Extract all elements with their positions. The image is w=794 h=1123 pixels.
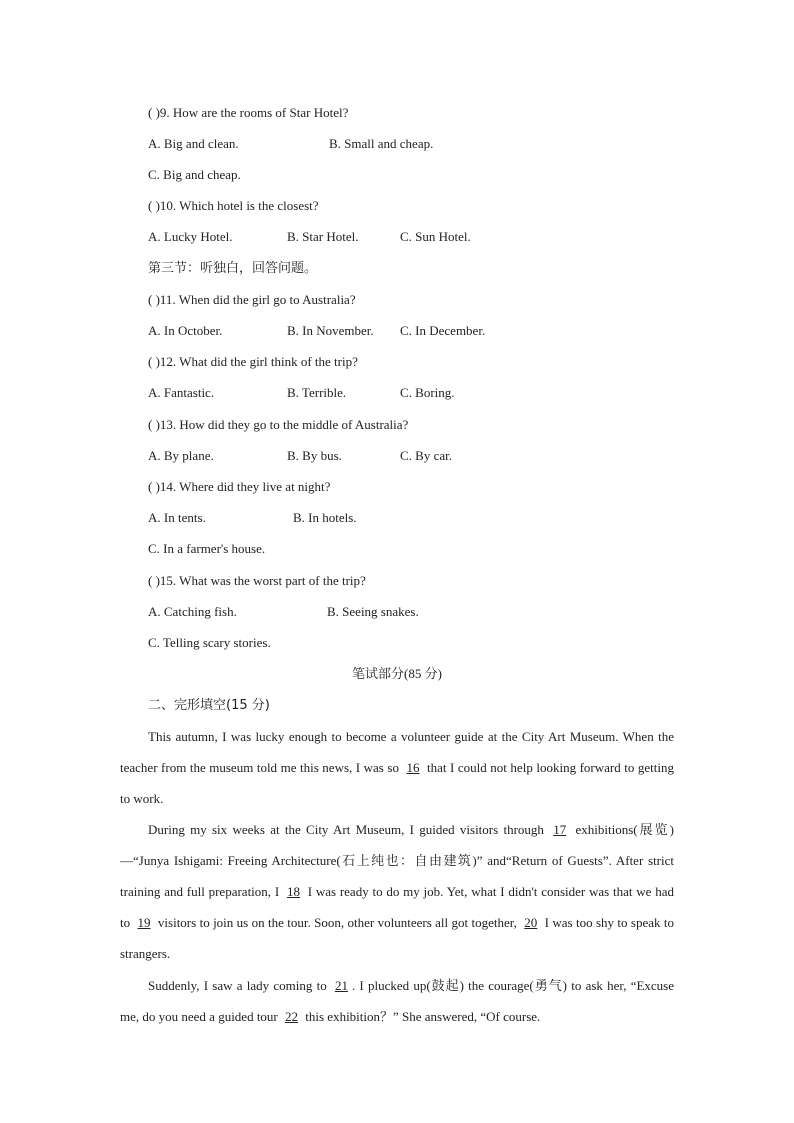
blank-22: 22 xyxy=(285,1009,299,1024)
paragraph-2-text-3: I was ready to do my job. Yet, what I didn't consider was that we had to xyxy=(120,884,674,930)
question-9-stem: ( )9. How are the rooms of Star Hotel? xyxy=(148,105,349,120)
section-3-heading: 第三节：听独白，回答问题。 xyxy=(148,261,318,276)
question-13-option-c: C. By car. xyxy=(400,448,452,463)
paragraph-2-text-5: I was too shy to speak to strangers. xyxy=(120,915,675,961)
paragraph-2-text-1: During my six weeks at the City Art Museum, I guided visitors through xyxy=(148,822,544,837)
question-13-option-a: A. By plane. xyxy=(148,448,214,463)
blank-18: 18 xyxy=(286,884,300,899)
question-13-option-b: B. By bus. xyxy=(287,448,342,463)
question-11-option-a: A. In October. xyxy=(148,323,223,338)
question-12-stem: ( )12. What did the girl think of the trip? xyxy=(148,354,358,369)
paragraph-3-text-2: . I plucked up(鼓起) the courage(勇气) to ask her, “Excuse me, do you need a guided tour xyxy=(120,978,675,1024)
question-9-option-c: C. Big and cheap. xyxy=(148,167,241,182)
question-13-stem: ( )13. How did they go to the middle of Australia? xyxy=(148,417,409,432)
question-10-stem: ( )10. Which hotel is the closest? xyxy=(148,198,319,213)
question-11-stem: ( )11. When did the girl go to Australia? xyxy=(148,292,356,307)
question-11-option-c: C. In December. xyxy=(400,323,486,338)
cloze-paragraph-3 xyxy=(120,970,674,1032)
blank-16: 16 xyxy=(406,760,420,775)
blank-20: 20 xyxy=(524,915,538,930)
question-12-option-b: B. Terrible. xyxy=(287,385,347,400)
cloze-paragraph-2 xyxy=(120,814,674,969)
blank-17: 17 xyxy=(553,822,567,837)
question-12-option-c: C. Boring. xyxy=(400,385,455,400)
question-14-stem: ( )14. Where did they live at night? xyxy=(148,479,331,494)
question-15-option-c: C. Telling scary stories. xyxy=(148,635,271,650)
question-9-option-b: B. Small and cheap. xyxy=(329,136,434,151)
paragraph-2-text-4: visitors to join us on the tour. Soon, other volunteers all got together, xyxy=(157,915,517,930)
paragraph-1-text-2: that I could not help looking forward to getting to work. xyxy=(120,760,675,806)
question-10-option-c: C. Sun Hotel. xyxy=(400,229,471,244)
written-part-title: 笔试部分(85 分) xyxy=(352,666,442,681)
question-10-option-a: A. Lucky Hotel. xyxy=(148,229,233,244)
question-15-stem: ( )15. What was the worst part of the trip? xyxy=(148,573,366,588)
paragraph-3-text-3: this exhibition？” She answered, “Of course. xyxy=(305,1009,541,1024)
paragraph-2-text-2: exhibitions(展览)—“Junya Ishigami: Freeing Architecture(石上纯也：自由建筑)” and“Return of Guests”. After strict training and full preparation, I xyxy=(120,822,675,899)
blank-21: 21 xyxy=(334,978,348,993)
question-14-option-b: B. In hotels. xyxy=(293,510,357,525)
blank-19: 19 xyxy=(137,915,151,930)
paragraph-1-text-1: This autumn, I was lucky enough to become a volunteer guide at the City Art Museum. When the teacher from the museum told me this news, I was so xyxy=(120,729,674,775)
question-15-option-b: B. Seeing snakes. xyxy=(327,604,419,619)
question-15-option-a: A. Catching fish. xyxy=(148,604,237,619)
question-12-option-a: A. Fantastic. xyxy=(148,385,215,400)
paragraph-3-text-1: Suddenly, I saw a lady coming to xyxy=(148,978,327,993)
question-14-option-c: C. In a farmer's house. xyxy=(148,541,266,556)
question-14-option-a: A. In tents. xyxy=(148,510,206,525)
cloze-heading: 二、完形填空(15 分) xyxy=(148,698,270,713)
question-11-option-b: B. In November. xyxy=(287,323,374,338)
question-10-option-b: B. Star Hotel. xyxy=(287,229,359,244)
question-9-option-a: A. Big and clean. xyxy=(148,136,239,151)
cloze-paragraph-1 xyxy=(120,721,674,814)
